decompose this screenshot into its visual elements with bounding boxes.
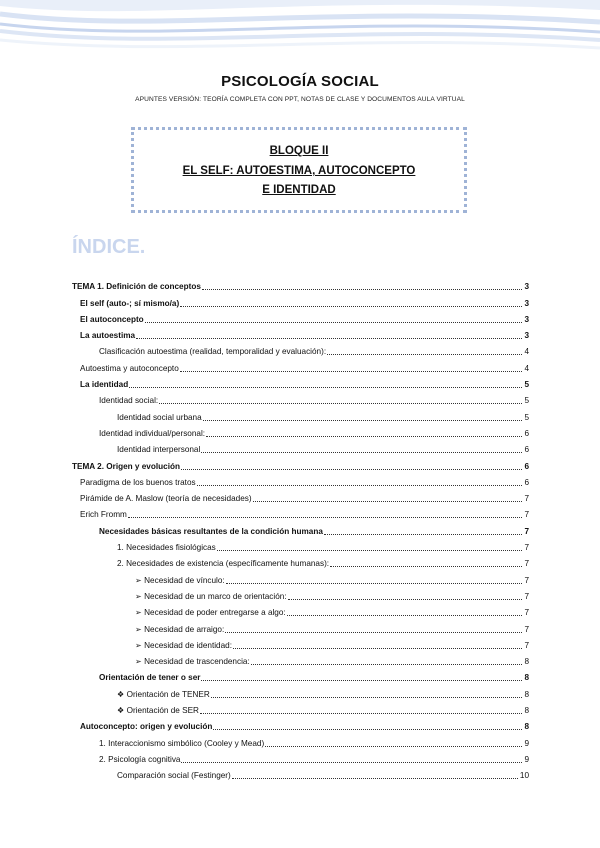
toc-entry[interactable]	[72, 423, 529, 439]
toc-entry-page: 7	[524, 591, 529, 601]
toc-entry[interactable]	[72, 716, 529, 732]
toc-entry[interactable]	[72, 537, 529, 553]
toc-entry-title: Autoconcepto: origen y evolución	[80, 722, 213, 732]
toc-entry-page: 10	[519, 771, 529, 781]
toc-dot-leader	[232, 778, 518, 779]
toc-entry-page: 7	[524, 559, 529, 569]
toc-entry-title: Comparación social (Festinger)	[117, 771, 231, 781]
toc-entry[interactable]	[72, 276, 529, 292]
toc-entry-title: Identidad individual/personal:	[99, 428, 206, 438]
toc-entry-title: 2. Psicología cognitiva	[99, 754, 181, 764]
block-title-line-2: E IDENTIDAD	[262, 184, 336, 196]
toc-dot-leader	[159, 403, 522, 404]
toc-entry[interactable]	[72, 667, 529, 683]
toc-entry[interactable]	[72, 765, 529, 781]
toc-entry-title: El autoconcepto	[80, 314, 144, 324]
toc-entry-page: 9	[524, 738, 529, 748]
toc-dot-leader	[180, 371, 523, 372]
toc-entry[interactable]	[72, 472, 529, 488]
toc-entry-page: 6	[524, 428, 529, 438]
toc-entry[interactable]	[72, 455, 529, 471]
toc-entry[interactable]	[72, 341, 529, 357]
toc-entry-page: 7	[524, 624, 529, 634]
toc-entry[interactable]	[72, 635, 529, 651]
toc-entry-title: 1. Necesidades fisiológicas	[117, 543, 216, 553]
toc-dot-leader	[136, 338, 522, 339]
toc-entry-page: 5	[524, 412, 529, 422]
block-title-box	[131, 127, 467, 213]
toc-entry-page: 5	[524, 396, 529, 406]
toc-entry-title: Orientación de tener o ser	[99, 673, 201, 683]
toc-entry[interactable]	[72, 439, 529, 455]
toc-dot-leader	[324, 534, 523, 535]
toc-dot-leader	[287, 615, 523, 616]
toc-entry-title: Autoestima y autoconcepto	[80, 363, 179, 373]
block-title-line-1: EL SELF: AUTOESTIMA, AUTOCONCEPTO	[182, 165, 416, 177]
toc-entry-page: 3	[524, 314, 529, 324]
toc-dot-leader	[145, 322, 523, 323]
toc-entry[interactable]	[72, 390, 529, 406]
toc-dot-leader	[217, 550, 523, 551]
toc-entry-title: ➢ Necesidad de trascendencia:	[135, 657, 250, 667]
toc-entry[interactable]	[72, 504, 529, 520]
toc-entry-title: El self (auto-; sí mismo/a)	[80, 298, 180, 308]
toc-dot-leader	[265, 746, 522, 747]
toc-entry[interactable]	[72, 618, 529, 634]
toc-entry[interactable]	[72, 651, 529, 667]
toc-entry-title: La identidad	[80, 380, 129, 390]
toc-entry-page: 8	[524, 673, 529, 683]
document-title: PSICOLOGÍA SOCIAL	[221, 73, 379, 90]
toc-entry-title: ❖ Orientación de TENER	[117, 689, 210, 699]
toc-entry[interactable]	[72, 488, 529, 504]
toc-entry-page: 6	[524, 445, 529, 455]
toc-entry-title: Erich Fromm	[80, 510, 127, 520]
toc-dot-leader	[233, 648, 522, 649]
toc-entry-page: 4	[524, 347, 529, 357]
toc-entry-page: 6	[524, 461, 529, 471]
toc-dot-leader	[200, 713, 522, 714]
toc-dot-leader	[203, 420, 523, 421]
toc-entry-page: 7	[524, 543, 529, 553]
toc-entry-page: 8	[524, 722, 529, 732]
toc-entry[interactable]	[72, 602, 529, 618]
toc-entry-title: TEMA 1. Definición de conceptos	[72, 282, 201, 292]
toc-entry-title: TEMA 2. Origen y evolución	[72, 461, 180, 471]
toc-entry[interactable]	[72, 406, 529, 422]
toc-entry-title: Identidad social:	[99, 396, 159, 406]
toc-entry[interactable]	[72, 374, 529, 390]
toc-entry-page: 6	[524, 477, 529, 487]
toc-entry[interactable]	[72, 520, 529, 536]
toc-entry-page: 8	[524, 706, 529, 716]
toc-entry[interactable]	[72, 357, 529, 373]
toc-dot-leader	[181, 762, 522, 763]
toc-entry-page: 5	[524, 380, 529, 390]
toc-entry-title: 1. Interaccionismo simbólico (Cooley y Mead)	[99, 738, 265, 748]
toc-dot-leader	[201, 452, 522, 453]
toc-dot-leader	[181, 469, 522, 470]
toc-dot-leader	[226, 583, 523, 584]
toc-entry-title: La autoestima	[80, 331, 136, 341]
toc-entry-title: Necesidades básicas resultantes de la condición humana	[99, 526, 323, 536]
toc-entry[interactable]	[72, 325, 529, 341]
toc-entry-page: 7	[524, 510, 529, 520]
document-subtitle: APUNTES VERSIÓN: TEORÍA COMPLETA CON PPT, NOTAS DE CLASE Y DOCUMENTOS AULA VIRTUAL	[135, 96, 465, 103]
toc-entry-title: ➢ Necesidad de vínculo:	[135, 575, 225, 585]
toc-entry-title: ➢ Necesidad de identidad:	[135, 640, 232, 650]
toc-entry-page: 7	[524, 640, 529, 650]
toc-entry-page: 7	[524, 494, 529, 504]
toc-entry-page: 8	[524, 689, 529, 699]
toc-entry-page: 7	[524, 608, 529, 618]
toc-entry-page: 7	[524, 575, 529, 585]
toc-entry-title: Paradigma de los buenos tratos	[80, 477, 196, 487]
toc-entry-page: 8	[524, 657, 529, 667]
toc-dot-leader	[202, 289, 523, 290]
toc-entry-page: 3	[524, 298, 529, 308]
toc-entry[interactable]	[72, 683, 529, 699]
toc-entry[interactable]	[72, 586, 529, 602]
toc-entry[interactable]	[72, 292, 529, 308]
toc-dot-leader	[180, 306, 522, 307]
index-heading: ÍNDICE.	[72, 236, 146, 258]
toc-entry[interactable]	[72, 732, 529, 748]
toc-entry-title: Identidad social urbana	[117, 412, 202, 422]
toc-entry-title: ➢ Necesidad de poder entregarse a algo:	[135, 608, 286, 618]
toc-dot-leader	[206, 436, 522, 437]
table-of-contents	[72, 276, 529, 781]
toc-dot-leader	[330, 566, 522, 567]
toc-entry-title: ❖ Orientación de SER	[117, 706, 199, 716]
header-wave-decoration	[0, 0, 600, 58]
toc-dot-leader	[288, 599, 523, 600]
toc-entry[interactable]	[72, 749, 529, 765]
toc-entry-page: 7	[524, 526, 529, 536]
toc-entry-title: Pirámide de A. Maslow (teoría de necesidades)	[80, 494, 252, 504]
toc-dot-leader	[128, 517, 523, 518]
toc-dot-leader	[253, 501, 523, 502]
toc-entry[interactable]	[72, 309, 529, 325]
toc-entry-page: 3	[524, 331, 529, 341]
toc-dot-leader	[211, 697, 523, 698]
toc-entry-title: 2. Necesidades de existencia (específicamente humanas):	[117, 559, 330, 569]
toc-dot-leader	[251, 664, 523, 665]
toc-entry-page: 4	[524, 363, 529, 373]
toc-entry-page: 9	[524, 754, 529, 764]
toc-entry[interactable]	[72, 569, 529, 585]
toc-entry-title: Clasificación autoestima (realidad, temporalidad y evaluación):	[99, 347, 327, 357]
toc-entry-title: Identidad interpersonal	[117, 445, 201, 455]
toc-entry-page: 3	[524, 282, 529, 292]
toc-entry-title: ➢ Necesidad de un marco de orientación:	[135, 591, 287, 601]
toc-dot-leader	[213, 729, 522, 730]
toc-dot-leader	[129, 387, 522, 388]
block-number: BLOQUE II	[269, 145, 329, 157]
toc-dot-leader	[327, 354, 522, 355]
toc-dot-leader	[201, 680, 522, 681]
toc-entry[interactable]	[72, 700, 529, 716]
toc-dot-leader	[225, 632, 522, 633]
toc-entry[interactable]	[72, 553, 529, 569]
toc-entry-title: ➢ Necesidad de arraigo:	[135, 624, 225, 634]
toc-dot-leader	[197, 485, 523, 486]
